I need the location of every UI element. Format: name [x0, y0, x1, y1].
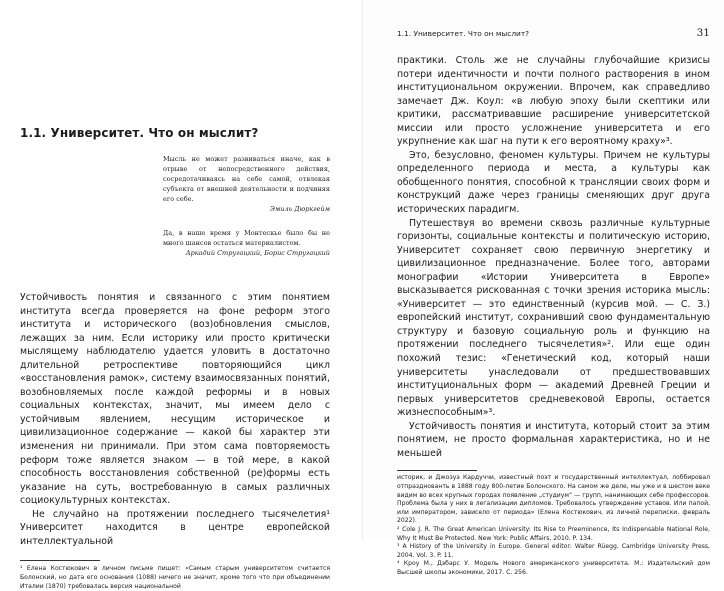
footnote: ⁴ Кроу М., Дэбарс У. Модель Нового американского университета. М.: Издательский дом Высшей школы экономики, 2017. С. 256.: [397, 560, 710, 576]
footnote: историк, и Джозуэ Кардуччи, известный поэт и государственный интеллектуал, лоббировал отпразднованть в 1888 году 800-летие Болонского. На самом же деле, мы уже и в шестом веке видим во всех крупных городах появление „студиум“ — групп, нанимающих себе профессоров. Проблема была у них в легализации дипломов. Требовалось утверждение уставов. Или папой, или императором, зависело от периода» (Елена Костюкович, из личной переписки, февраль 2022).: [397, 474, 710, 525]
body-paragraph: Это, безусловно, феномен культуры. Причем не культуры определенного периода и места, а культуры как обобщенного понятия, способной к трансляции своих форм и конструкций даже через границы сменяющих друг друга исторических парадигм.: [397, 149, 710, 216]
footnote-divider: [20, 560, 100, 561]
epigraph: [163, 154, 330, 214]
running-title: 1.1. Университет. Что он мыслит?: [397, 29, 530, 38]
epigraph-text: Да, в наше время у Монтескье было бы не много шансов остаться материалистом.: [163, 229, 330, 247]
right-page: [362, 0, 724, 576]
body-paragraph: Устойчивость понятия и института, который стоит за этим понятием, не просто формальная характеристика, но и не меньшей: [397, 420, 710, 459]
epigraph: [163, 228, 330, 258]
body-paragraph: Не случайно на протяжении последнего тысячелетия¹ Университет находится в центре европейской интеллектуальной: [20, 508, 330, 547]
page-number: 31: [696, 27, 710, 39]
epigraph-text: Мысль не может развиваться иначе, как в отрыве от непосредственного действия, сосредотачиваясь на себе самой, отвлекая субъекта от внешней деятельности и подчиняя его себе.: [163, 155, 330, 203]
footnote: ¹ Елена Костюкович в личном письме пишет: «Самым старым университетом считается Болонский, но дата его основания (1088) ничего не значит, кроме того что при объединении Италии (1870) требовалась версия национальной: [20, 565, 330, 590]
epigraph-author: Аркадий Стругацкий, Борис Стругацкий: [185, 249, 330, 257]
body-paragraph: Устойчивость понятия и связанного с этим понятием института всегда проверяется на фоне реформ этого института и исторического (воз)обновления смыслов, лежащих за ним. Если историку или просто критически мыслящему наблюдателю удается уловить в достаточно длительной ретроспективе повторяющийся цикл «восстановления рамок», систему взаимосвязанных понятий, возобновляемых после каждой реформы и в новых социальных контекстах, значит, мы имеем дело с устойчивым явлением, несущим историческое и цивилизационное содержание — какой бы характер эти изменения ни принимали. При этом сама повторяемость реформ тоже является знаком — в той мере, в какой способность восстановления собственной (ре)формы есть указание на суть, востребованную в самых различных социокультурных контекстах.: [20, 292, 330, 507]
chapter-heading: 1.1. Университет. Что он мыслит?: [20, 126, 259, 140]
footnote-divider: [397, 470, 477, 471]
body-paragraph: Путешествуя во времени сквозь различные культурные горизонты, социальные контексты и политическую историю, Университет сохраняет свою первичную энергетику и цивилизационное предназначение. Более того, авторами монографии «Истории Университета в Европе» высказывается рискованная с точки зрения историка мысль: «Университет — это единственный (курсив мой. — С. З.) европейский институт, сохранивший свою фундаментальную структуру и базовую социальную роль и функцию на протяжении последнего тысячелетия»². Или еще один похожий тезис: «Генетический код, который наши университеты унаследовали от предшествовавших институциональных форм — академий Древней Греции и первых университетов средневековой Европы, остается жизнеспособным»³.: [397, 217, 710, 419]
footnote: ² Cole J. R. The Great American University: Its Rise to Preeminence, Its Indispensable National Role, Why It Must Be Protected. New York: Public Affairs, 2010. P. 134.: [397, 525, 710, 542]
footnote: ³ A History of the University in Europe. General editor: Walter Rüegg. Cambridge University Press, 2004. Vol. 3. P. 11.: [397, 543, 710, 559]
running-head: [397, 27, 710, 41]
body-paragraph: практики. Столь же не случайны глубочайшие кризисы потери идентичности и почти полного растворения в ином институциональном окружении. Впрочем, как справедливо замечает Дж. Коул: «в любую эпоху были скептики или критики, рассматривавшие расширение университетской миссии или просто усложнение университета и его укрупнение как шаг на пути к его вероятному краху»³.: [397, 55, 710, 148]
epigraph-author: Эмиль Дюркгейм: [269, 205, 330, 213]
left-page: [0, 0, 362, 590]
